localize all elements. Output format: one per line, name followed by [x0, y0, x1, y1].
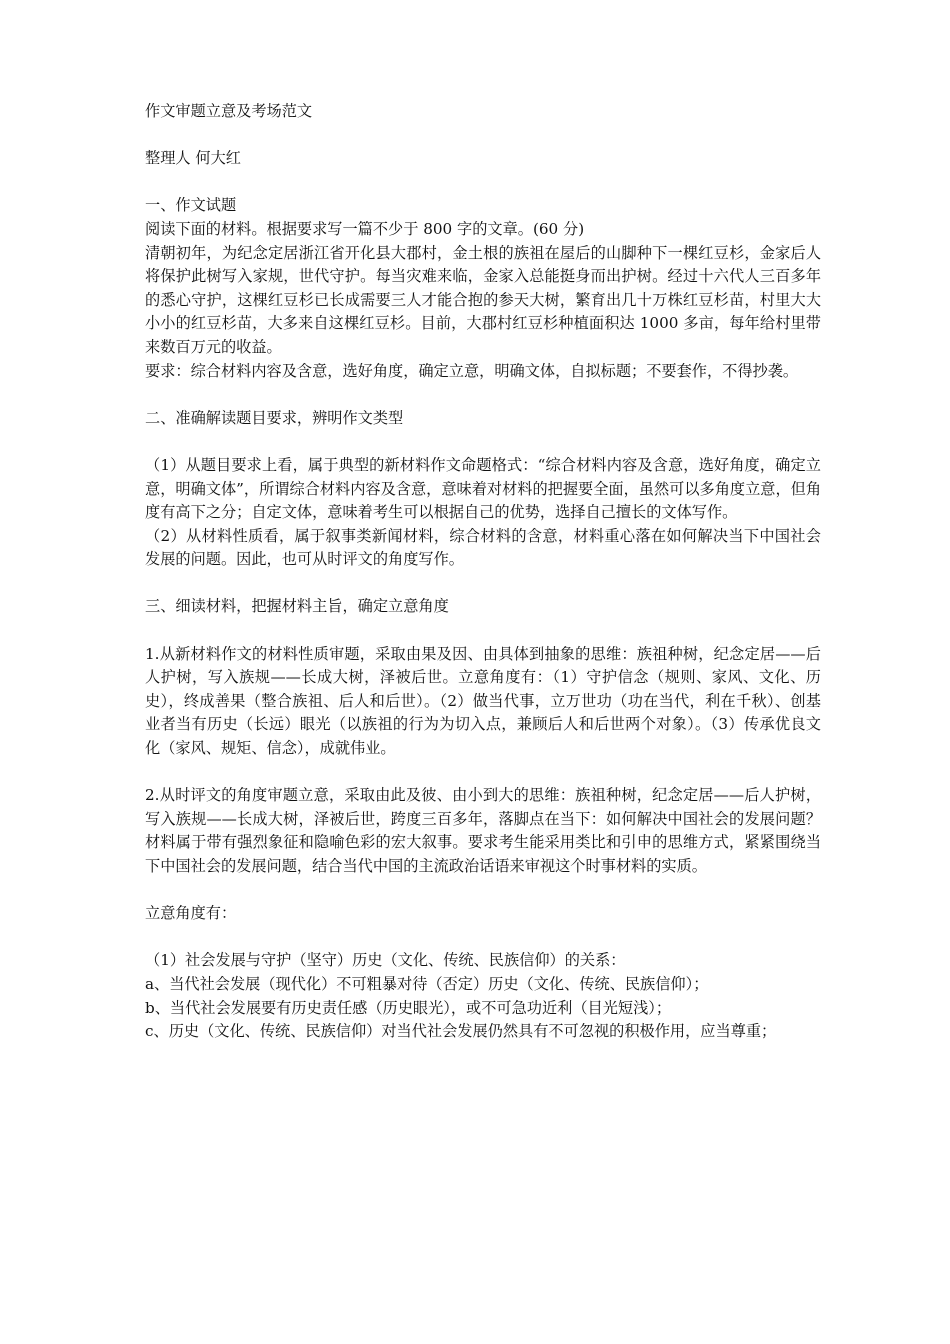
angles-label: 立意角度有： — [145, 904, 237, 923]
spacer — [145, 761, 821, 785]
document-title: 作文审题立意及考场范文 — [145, 102, 313, 120]
section-1-heading: 一、作文试题 — [145, 196, 237, 215]
section-2-paragraph-1: （1）从题目要求上看，属于典型的新材料作文命题格式：“综合材料内容及含意，选好角度，确定立意，明确文体”，所谓综合材料内容及含意，意味着对材料的把握要全面，虽然可以多角度立意，但角度有高下之分；自定文体，意味着考生可以根据自己的优势，选择自己擅长的文体写作。 — [145, 455, 822, 522]
spacer — [145, 124, 821, 148]
author-line: 整理人 何大红 — [145, 149, 241, 168]
section-3-heading: 三、细读材料，把握材料主旨，确定立意角度 — [145, 597, 449, 616]
angle-1-item-a: a、当代社会发展（现代化）不可粗暴对待（否定）历史（文化、传统、民族信仰）； — [145, 974, 709, 993]
angle-1: （1）社会发展与守护（坚守）历史（文化、传统、民族信仰）的关系： — [145, 951, 626, 970]
section-3-paragraph-1: 1.从新材料作文的材料性质审题，采取由果及因、由具体到抽象的思维：族祖种树，纪念定居——后人护树，写入族规——长成大树，泽被后世。立意角度有：（1）守护信念（规则、家风、文化、历史），终成善果（整合族祖、后人和后世）。（2）做当代事，立万世功（功在当代，利在千秋）、创基业者当有历史（长远）眼光（以族祖的行为为切入点，兼顾后人和后世两个对象）。（3）传承优良文化（家风、规矩、信念），成就伟业。 — [145, 644, 821, 758]
spacer — [145, 383, 821, 407]
spacer — [145, 171, 821, 195]
spacer — [145, 879, 821, 903]
angle-1-item-b: b、当代社会发展要有历史责任感（历史眼光），或不可急功近利（目光短浅）； — [145, 998, 672, 1017]
section-1-material: 清朝初年，为纪念定居浙江省开化县大郡村，金土根的族祖在屋后的山脚种下一棵红豆杉，金家后人将保护此树写入家规，世代守护。每当灾难来临，金家入总能挺身而出护树。经过十六代人三百多年的悉心守护，这棵红豆杉已长成需要三人才能合抱的参天大树，繁育出几十万株红豆杉苗，村里大大小小的红豆杉苗，大多来自这棵红豆杉。目前，大郡村红豆杉种植面积达 1000 多亩，每年给村里带来数百万元的收益。 — [145, 243, 821, 356]
section-3-paragraph-2: 2.从时评文的角度审题立意，采取由此及彼、由小到大的思维：族祖种树，纪念定居——后人护树，写入族规——长成大树，泽被后世，跨度三百多年，落脚点在当下：如何解决中国社会的发展问题？材料属于带有强烈象征和隐喻色彩的宏大叙事。要求考生能采用类比和引申的思维方式，紧紧围绕当下中国社会的发展问题，结合当代中国的主流政治话语来审视这个时事材料的实质。 — [145, 786, 821, 875]
spacer — [145, 619, 821, 643]
spacer — [145, 926, 821, 950]
spacer — [145, 572, 821, 596]
document-page — [145, 100, 821, 1044]
spacer — [145, 430, 821, 454]
section-1-instruction: 阅读下面的材料。根据要求写一篇不少于 800 字的文章。(60 分) — [145, 219, 585, 238]
section-2-paragraph-2: （2）从材料性质看，属于叙事类新闻材料，综合材料的含意，材料重心落在如何解决当下中国社会发展的问题。因此，也可从时评文的角度写作。 — [145, 526, 821, 569]
section-1-requirement: 要求：综合材料内容及含意，选好角度，确定立意，明确文体，自拟标题；不要套作，不得抄袭。 — [145, 361, 799, 380]
angle-1-item-c: c、历史（文化、传统、民族信仰）对当代社会发展仍然具有不可忽视的积极作用，应当尊重； — [145, 1022, 777, 1041]
section-2-heading: 二、准确解读题目要求，辨明作文类型 — [145, 408, 404, 427]
